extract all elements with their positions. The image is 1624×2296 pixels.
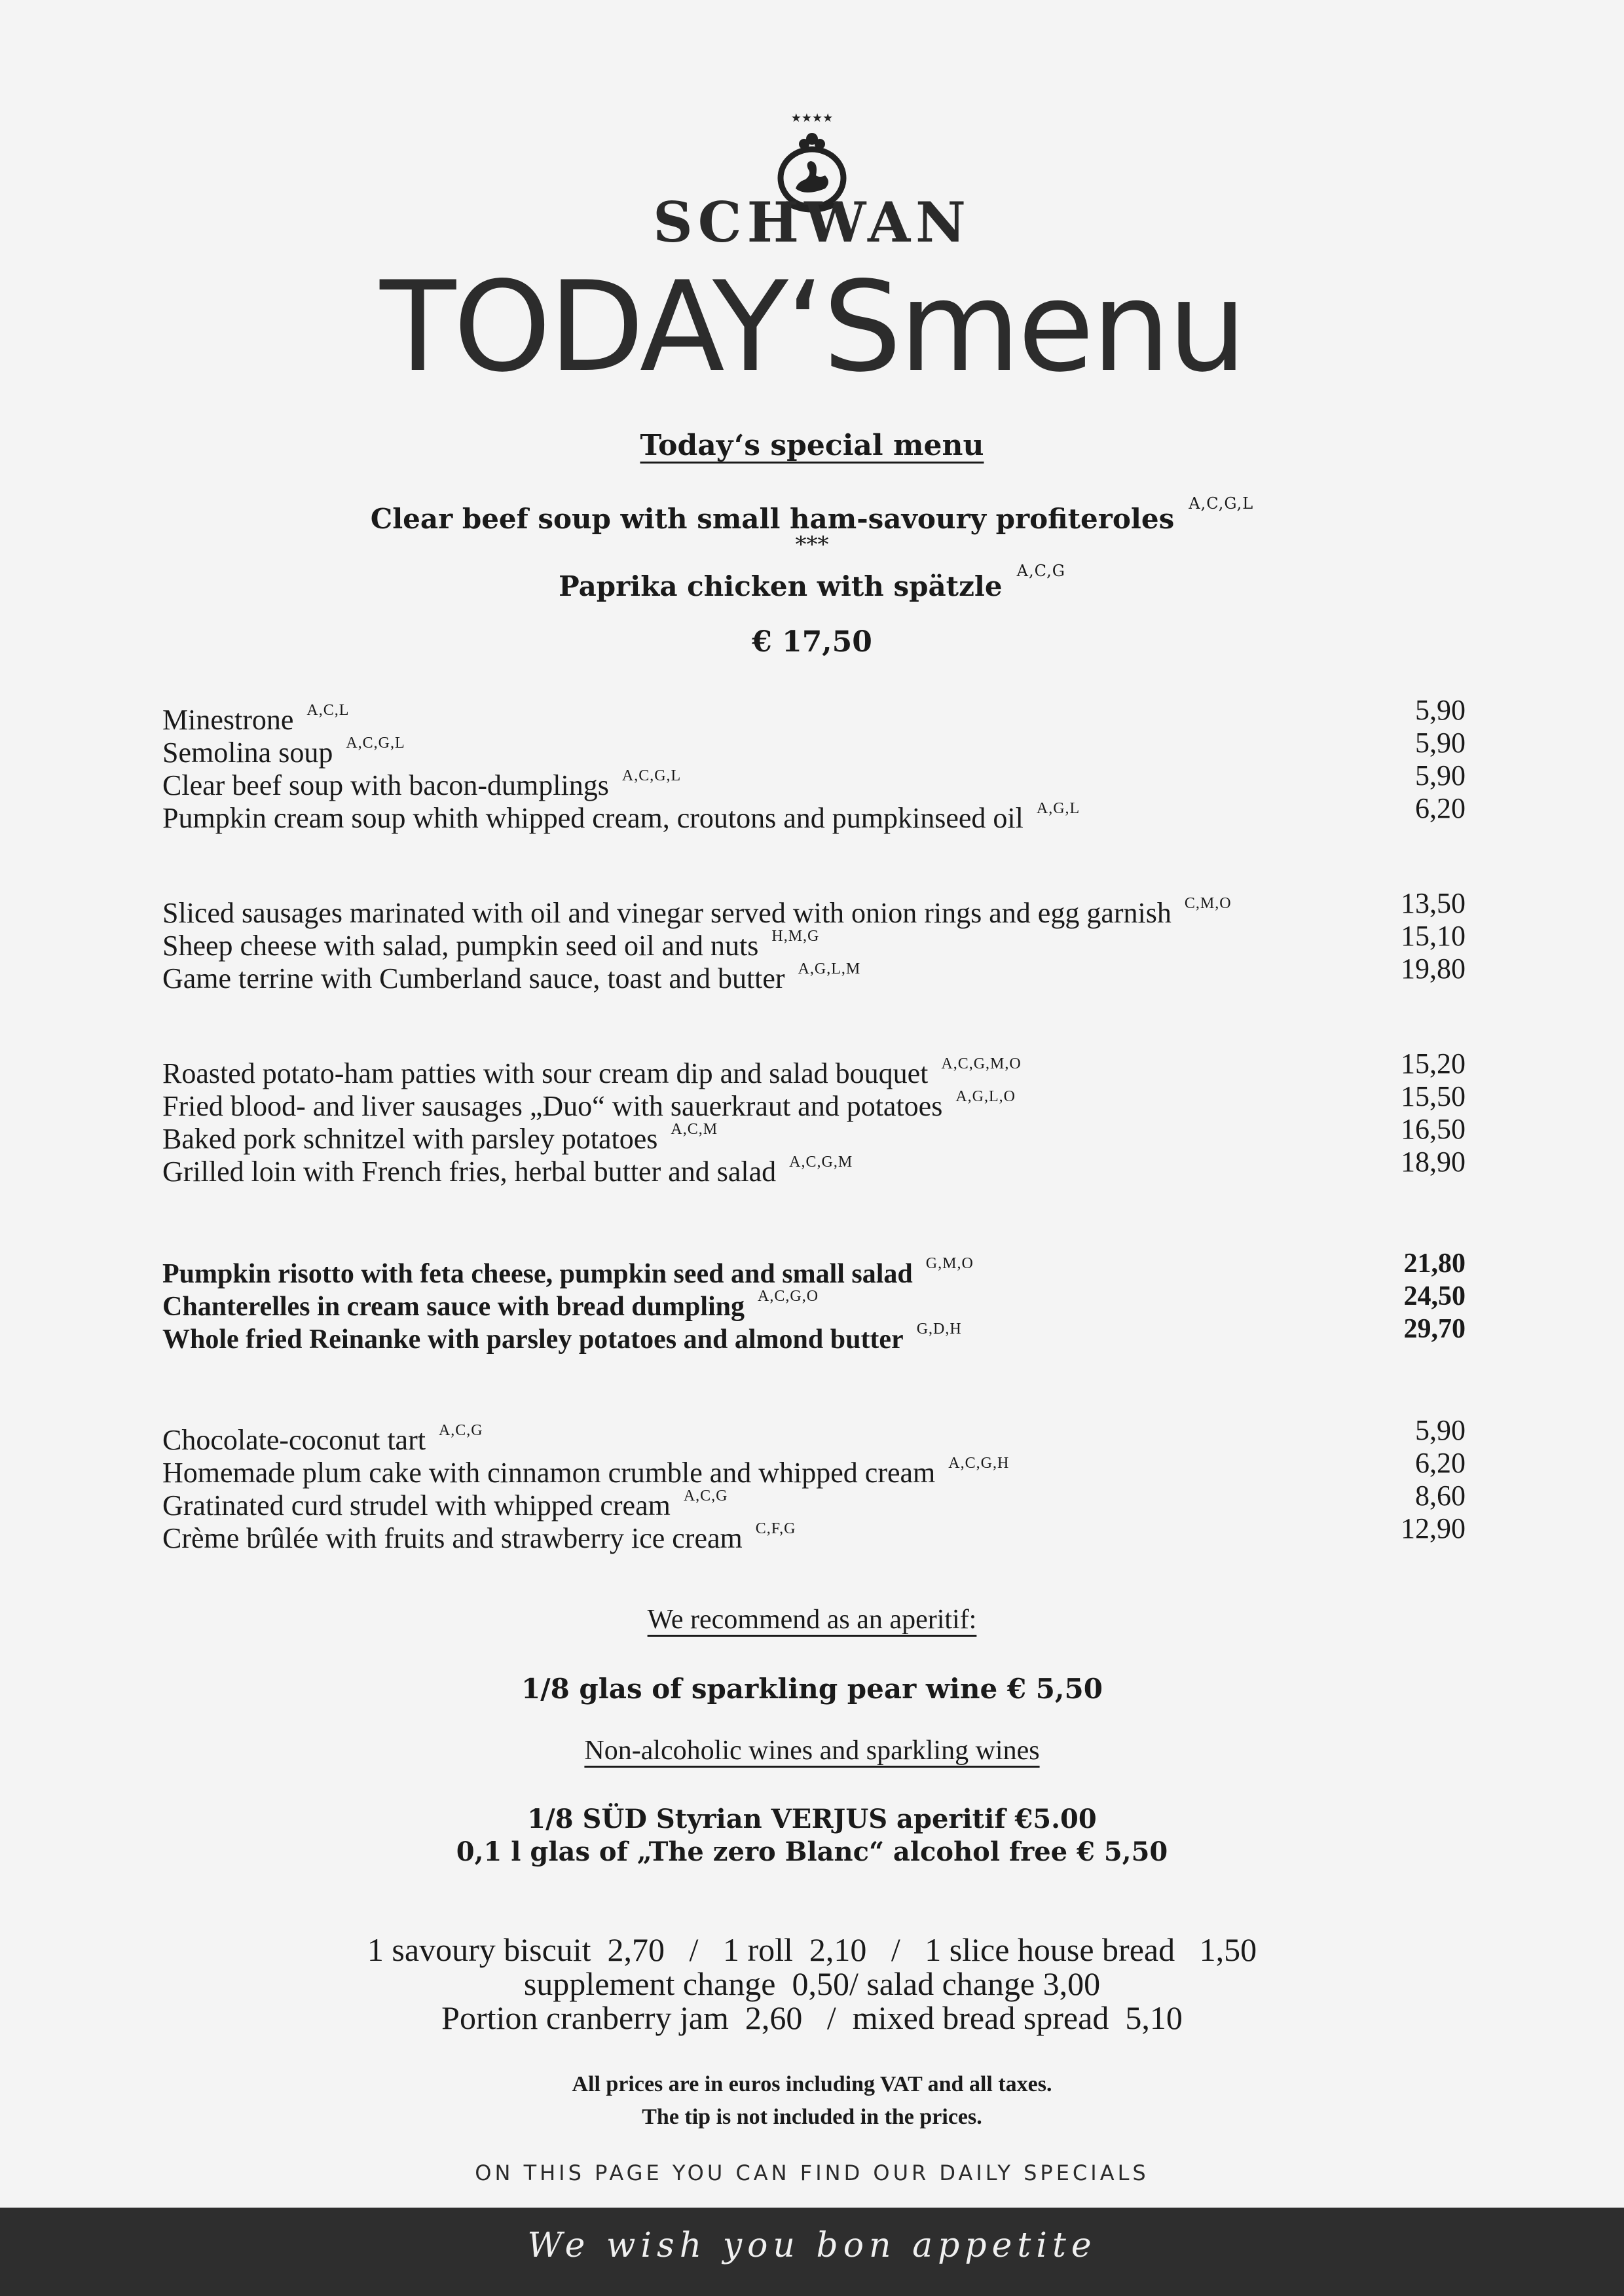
menu-item <box>162 920 1466 962</box>
menu-item <box>162 1113 1466 1155</box>
menu-item-label <box>162 953 860 995</box>
menu-item-price: 5,90 <box>1415 759 1466 792</box>
menu-item <box>162 1146 1466 1188</box>
menu-item-name: Crème brûlée with fruits and strawberry ice cream <box>162 1522 743 1554</box>
special-dish-2 <box>0 562 1624 602</box>
menu-item-name: Minestrone <box>162 704 294 736</box>
special-dish-2-name: Paprika chicken with spätzle <box>559 570 1003 602</box>
menu-item-price: 12,90 <box>1401 1512 1466 1544</box>
menu-item-allergens: A,C,G,H <box>948 1455 1010 1472</box>
menu-item-price: 15,10 <box>1401 920 1466 952</box>
menu-item <box>162 1048 1466 1089</box>
menu-item-price: 29,70 <box>1403 1314 1466 1344</box>
menu-item-allergens: A,G,L <box>1036 800 1080 817</box>
menu-item-price: 19,80 <box>1401 953 1466 985</box>
menu-item-name: Fried blood- and liver sausages „Duo“ with sauerkraut and potatoes <box>162 1090 943 1122</box>
extras-line-2: supplement change 0,50/ salad change 3,00 <box>523 1965 1101 2002</box>
soups-section <box>162 694 1466 834</box>
daily-specials-note: ON THIS PAGE YOU CAN FIND OUR DAILY SPECIALS <box>475 2160 1149 2185</box>
footer-text: We wish you bon appetite <box>527 2226 1097 2265</box>
menu-item-allergens: C,M,O <box>1184 895 1232 912</box>
menu-item-price: 16,50 <box>1401 1113 1466 1145</box>
menu-item <box>162 792 1466 834</box>
menu-item-name: Chocolate-coconut tart <box>162 1424 426 1456</box>
menu-item-name: Chanterelles in cream sauce with bread dumpling <box>162 1292 745 1322</box>
menu-item-label <box>162 792 1080 835</box>
menu-item-allergens: A,G,L,O <box>955 1088 1016 1105</box>
menu-item-name: Sheep cheese with salad, pumpkin seed oil and nuts <box>162 930 759 962</box>
zero-blanc-offer: 0,1 l glas of „The zero Blanc“ alcohol free € 5,50 <box>456 1836 1168 1867</box>
menu-item-name: Baked pork schnitzel with parsley potatoes <box>162 1123 658 1155</box>
menu-item-name: Homemade plum cake with cinnamon crumble and whipped cream <box>162 1457 936 1489</box>
menu-item <box>162 727 1466 769</box>
specials-section <box>162 1247 1466 1355</box>
menu-item <box>162 1247 1466 1289</box>
page-title: TODAY‘Smenu <box>380 255 1244 399</box>
menu-item <box>162 1414 1466 1456</box>
menu-item-allergens: A,G,L,M <box>798 960 861 977</box>
menu-item-price: 5,90 <box>1415 727 1466 759</box>
menu-item <box>162 887 1466 929</box>
menu-item-allergens: H,M,G <box>771 928 820 945</box>
menu-item-price: 5,90 <box>1415 694 1466 726</box>
desserts-section <box>162 1414 1466 1554</box>
menu-item-label <box>162 1146 853 1188</box>
menu-item-price: 21,80 <box>1403 1248 1466 1279</box>
menu-item-name: Game terrine with Cumberland sauce, toast and butter <box>162 962 785 994</box>
menu-item <box>162 1280 1466 1322</box>
starters-section <box>162 887 1466 994</box>
menu-item <box>162 1313 1466 1355</box>
footer-bar <box>0 2208 1624 2296</box>
aperitif-heading: We recommend as an aperitif: <box>647 1605 977 1635</box>
brand-name: SCHWAN <box>653 190 971 255</box>
menu-item-name: Pumpkin cream soup whith whipped cream, croutons and pumpkinseed oil <box>162 802 1024 834</box>
menu-item <box>162 953 1466 994</box>
menu-item-name: Semolina soup <box>162 737 333 769</box>
menu-item-price: 15,20 <box>1401 1048 1466 1080</box>
menu-item-label <box>162 1512 796 1555</box>
menu-item <box>162 759 1466 801</box>
menu-item-name: Gratinated curd strudel with whipped cream <box>162 1489 671 1522</box>
logo-stars: ★★★★ <box>790 111 834 125</box>
special-menu-heading: Today‘s special menu <box>640 429 984 462</box>
menu-item-price: 6,20 <box>1415 1447 1466 1479</box>
menu-item-allergens: A,C,G,L <box>346 735 405 752</box>
menu-item-allergens: A,C,G <box>683 1487 728 1504</box>
menu-item-allergens: A,C,G,M,O <box>941 1055 1022 1072</box>
menu-item-price: 13,50 <box>1401 887 1466 919</box>
menu-item-allergens: A,C,G <box>438 1422 483 1439</box>
menu-item <box>162 1480 1466 1522</box>
special-dish-2-allergens: A,C,G <box>1016 562 1065 580</box>
menu-item <box>162 1080 1466 1122</box>
menu-item-allergens: A,C,G,M <box>789 1154 853 1171</box>
pear-wine-offer: 1/8 glas of sparkling pear wine € 5,50 <box>521 1673 1103 1705</box>
menu-item-name: Grilled loin with French fries, herbal butter and salad <box>162 1156 777 1188</box>
menu-item-price: 15,50 <box>1401 1080 1466 1112</box>
menu-item-price: 24,50 <box>1403 1281 1466 1311</box>
menu-item <box>162 694 1466 736</box>
menu-item-allergens: A,C,M <box>671 1121 718 1138</box>
menu-item-allergens: C,F,G <box>755 1520 796 1537</box>
extras-line-1: 1 savoury biscuit 2,70 / 1 roll 2,10 / 1 slice house bread 1,50 <box>367 1931 1257 1968</box>
menu-item <box>162 1447 1466 1489</box>
menu-item-price: 18,90 <box>1401 1146 1466 1178</box>
menu-item-allergens: A,C,G,L <box>621 767 682 784</box>
menu-item-price: 8,60 <box>1415 1480 1466 1512</box>
vat-note: All prices are in euros including VAT and all taxes. <box>572 2072 1052 2096</box>
menu-item-name: Pumpkin risotto with feta cheese, pumpkin seed and small salad <box>162 1259 913 1289</box>
mains-section <box>162 1048 1466 1188</box>
special-dish-1-allergens: A,C,G,L <box>1189 494 1254 513</box>
menu-item-price: 6,20 <box>1415 792 1466 824</box>
special-separator: *** <box>795 532 829 558</box>
menu-item-label <box>162 1313 962 1356</box>
verjus-offer: 1/8 SÜD Styrian VERJUS aperitif €5.00 <box>527 1804 1097 1834</box>
special-price: € 17,50 <box>752 625 872 659</box>
extras-line-3: Portion cranberry jam 2,60 / mixed bread spread 5,10 <box>441 1999 1183 2036</box>
menu-item-name: Roasted potato-ham patties with sour cream dip and salad bouquet <box>162 1057 929 1089</box>
special-dish-1-name: Clear beef soup with small ham-savoury profiteroles <box>370 503 1175 535</box>
menu-item-price: 5,90 <box>1415 1414 1466 1446</box>
menu-item-allergens: A,C,G,O <box>758 1288 819 1305</box>
special-dish-1 <box>0 494 1624 535</box>
menu-item-allergens: G,M,O <box>925 1255 974 1272</box>
menu-item-name: Clear beef soup with bacon-dumplings <box>162 769 609 801</box>
menu-item-name: Sliced sausages marinated with oil and vinegar served with onion rings and egg garnish <box>162 897 1172 929</box>
menu-item-allergens: G,D,H <box>916 1321 962 1338</box>
menu-item <box>162 1512 1466 1554</box>
tip-note: The tip is not included in the prices. <box>642 2105 982 2129</box>
menu-item-allergens: A,C,L <box>306 702 350 719</box>
non-alcoholic-heading: Non-alcoholic wines and sparkling wines <box>584 1736 1040 1766</box>
menu-item-name: Whole fried Reinanke with parsley potatoes and almond butter <box>162 1324 904 1355</box>
